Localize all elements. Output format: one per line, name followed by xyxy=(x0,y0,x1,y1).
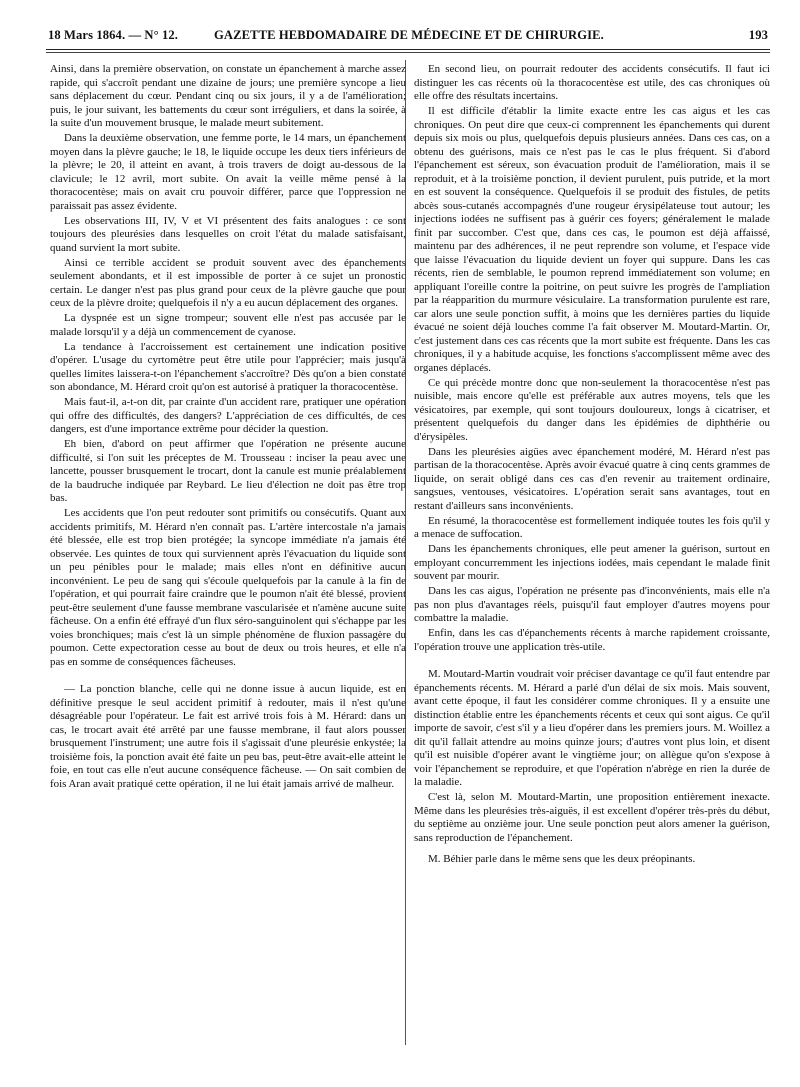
paragraph: En second lieu, on pourrait redouter des accidents consécutifs. Il faut ici distinguer les cas récents où la thoracocentèse est utile, des cas chroniques où elle offre des résultats incertains. xyxy=(414,63,770,102)
paragraph: Dans la deuxième observation, une femme porte, le 14 mars, un épanchement moyen dans la plèvre gauche; le 18, le liquide occupe les deux tiers inférieurs de la plèvre; le 20, il atteint en avant, à trois travers de doigt au-dessous de la clavicule; le 12 avril, mort subite. On avait la veille même pensé à la thoracocentèse; mais on avait cru pouvoir différer, parce que l'oppression ne paraissait pas assez évidente. xyxy=(50,132,406,212)
paragraph: Les observations III, IV, V et VI présentent des faits analogues : ce sont toujours des pleurésies dans lesquelles on croit l'état du malade satisfaisant, quand survient la mort subite. xyxy=(50,214,406,254)
journal-title: GAZETTE HEBDOMADAIRE DE MÉDECINE ET DE CHIRURGIE. xyxy=(214,28,604,42)
paragraph: — La ponction blanche, celle qui ne donne issue à aucun liquide, est en définitive presque le seul accident primitif à redouter, mais il n'est qu'une désagréable pour l'opérateur. Le fait est arrivé trois fois à M. Hérard: dans un cas, le trocart avait été arrêté par une fausse membrane, il faut alors pousser brusquement l'instrument; une autre fois il s'agissait d'une pleurésie enkystée; la troisième fois, la ponction avait été faite un peu bas, peut-être avait-elle atteint le foie, en tout cas elle n'eut aucune conséquence fâcheuse. — On sait combien de fois Aran avait pratiqué cette opération, il ne lui était jamais arrivé de malheur. xyxy=(50,683,406,790)
paragraph: En résumé, la thoracocentèse est formellement indiquée toutes les fois qu'il y a menace de suffocation. xyxy=(414,514,770,540)
paragraph: M. Moutard-Martin voudrait voir préciser davantage ce qu'il faut entendre par épanchements récents. M. Hérard a parlé d'un délai de six mois. Mais souvent, avant cette époque, il faut les considérer comme chroniques. Il y a ensuite une distinction établie entre les épanchements récents et ceux qui sont aigus. Ce qu'il importe de savoir, c'est s'il y a lieu d'opérer dans les premiers jours. M. Woillez a dit qu'il fallait attendre au moins quinze jours; d'autres vont plus loin, et disent qu'il est nuisible d'opérer avant le vingtième jour; on allègue qu'on s'expose à voir l'épanchement se reproduire, et que l'opération n'abrège en rien la durée de la maladie. xyxy=(414,668,770,788)
left-column xyxy=(50,63,406,793)
paragraph: La dyspnée est un signe trompeur; souvent elle n'est pas accusée par le malade lorsqu'il y a déjà un commencement de cyanose. xyxy=(50,312,406,338)
paragraph: Il est difficile d'établir la limite exacte entre les cas aigus et les cas chroniques. On peut dire que ceux-ci comprennent les épanchements qui durent depuis six mois ou plus, quelquefois depuis plusieurs années. Dans ces cas, on a obtenu des guérisons, mais ce n'est pas le cas le plus fréquent. Si d'abord l'épanchement est séreux, son évacuation produit de l'amélioration, mais il se reproduit, et à la troisième ponction, il devient purulent, puis putride, et la mort en est souvent la conséquence. Quelquefois il se produit des fistules, de petits abcès sous-cutanés accompagnés d'une rougeur érysipélateuse tout autour; les injections iodées ne suffisent pas à guérir ces foyers; généralement le malade finit par succomber. C'est que, dans ces cas, le poumon est déjà affaissé, maintenu par des adhérences, il ne peut reprendre son volume, et l'espace vide que laisse l'évacuation du liquide devient un foyer qui suppure. Dans les cas récents, rien de semblable, le poumon reprend immédiatement son volume; en appliquant l'oreille contre la poitrine, on peut suivre les progrès de l'ampliation par la réapparition du murmure vésiculaire. La transformation purulente est rare, car alors une seule ponction suffit, à moins que les dernières parties du liquide évacué ne soient déjà louches comme l'a fait observer M. Moutard-Martin. Or, c'est justement dans ces cas récents que la mort subite est fréquente. Dans les cas chroniques, il y a habitude acquise, les fonctions s'accomplissent même avec des organes déplacés. xyxy=(414,105,770,374)
paragraph: Dans les épanchements chroniques, elle peut amener la guérison, surtout en employant concurremment les injections iodées, mais cependant le malade finit souvent par mourir. xyxy=(414,543,770,582)
page-number: 193 xyxy=(748,28,768,42)
paragraph: Dans les pleurésies aigües avec épanchement modéré, M. Hérard n'est pas partisan de la thoracocentèse. Après avoir évacué quatre à cinq cents grammes de liquide, on serait obligé dans ces cas d'en revenir au traitement ordinaire, sangsues, ventouses, vésicatoires. L'opération serait sans avantages, tout en restant d'ailleurs sans inconvénients. xyxy=(414,445,770,512)
paragraph: Dans les cas aigus, l'opération ne présente pas d'inconvénients, mais elle n'a pas non plus d'avantages réels, puisqu'il faut employer d'autres moyens pour combattre la maladie. xyxy=(414,585,770,624)
paragraph: Eh bien, d'abord on peut affirmer que l'opération ne présente aucune difficulté, si l'on suit les préceptes de M. Trousseau : inciser la peau avec une lancette, pousser brusquement le trocart, dont la canule est munie préalablement de la baudruche indiquée par Reybard. Le lieu d'élection ne doit pas être trop bas. xyxy=(50,438,406,504)
paragraph: M. Béhier parle dans le même sens que les deux préopinants. xyxy=(428,853,696,865)
header-rule xyxy=(46,49,770,50)
issue-date: 18 Mars 1864. — N° 12. xyxy=(48,28,179,42)
right-column xyxy=(414,63,770,868)
page-header xyxy=(48,28,768,48)
paragraph: Enfin, dans les cas d'épanchements récents à marche rapidement croissante, l'opération trouve une application très-utile. xyxy=(414,627,770,653)
paragraph: Ainsi, dans la première observation, on constate un épanchement à marche assez rapide, qui s'accroît pendant une dizaine de jours; une première syncope a lieu sans déplacement du cœur. Pendant cinq ou six jours, il y a de l'amélioration; puis, le jour suivant, les battements du cœur sont irréguliers, et dans la soirée, à la suite d'un mouvement brusque, le malade meurt subitement. xyxy=(50,63,406,129)
paragraph: Ainsi ce terrible accident se produit souvent avec des épanchements seulement abondants, et il est impossible de porter à ce sujet un pronostic certain. Le danger n'est pas plus grand pour ceux de la plèvre gauche que pour ceux de la plèvre droite; quelquefois il n'y a eu aucun déplacement des organes. xyxy=(50,256,406,309)
paragraph: La tendance à l'accroissement est certainement une indication positive d'opérer. L'usage du cyrtomètre peut être utile pour l'apprécier; mais jusqu'à quelles limites laissera-t-on l'épanchement s'accroître? Dès qu'on a bien constaté son abondance, M. Hérard croit qu'on est autorisé à pratiquer la thoracocentèse. xyxy=(50,340,406,393)
paragraph: C'est là, selon M. Moutard-Martin, une proposition entièrement inexacte. Même dans les pleurésies très-aiguës, il est excellent d'opérer très-près du début, du septième au onzième jour. Une seule ponction peut alors amener la guérison, sans reproduction de l'épanchement. xyxy=(414,791,770,844)
paragraph: Les accidents que l'on peut redouter sont primitifs ou consécutifs. Quant aux accidents primitifs, M. Hérard n'en connaît pas. L'artère intercostale n'a jamais été blessée, elle est trop bien protégée; la syncope immédiate n'a jamais été observée. Les quintes de toux qui surviennent après l'évacuation du liquide sont un peu pénibles pour le malade; mais elles n'ont en définitive aucun inconvénient. Le peu de sang qui s'écoule quelquefois par la canule à la fin de l'opération, et qui pourrait faire craindre que le poumon n'ait été blessé, provient peut-être seulement d'une fausse membrane vascularisée et n'amène aucune suite fâcheuse. On a enfin été effrayé d'un flux séro-sanguinolent qui s'échappe par les voies bronchiques; mais c'est là un simple phénomène de fluxion passagère du poumon. Cette expectoration cesse au bout de deux ou trois heures, et elle n'a pas en somme de conséquences fâcheuses. xyxy=(50,507,406,668)
paragraph: Mais faut-il, a-t-on dit, par crainte d'un accident rare, pratiquer une opération qui offre des difficultés, des dangers? L'appréciation de ces difficultés, de ces dangers, est d'une importance extrême pour décider la question. xyxy=(50,396,406,435)
header-rule-double xyxy=(46,52,770,53)
paragraph: Ce qui précède montre donc que non-seulement la thoracocentèse n'est pas nuisible, mais encore qu'elle est préférable aux autres moyens, tels que les vésicatoires, par exemple, qui sont toujours douloureux, longs à cicatriser, et présentent quelquefois du danger dans les épidémies de diphthérie ou d'érysipèles. xyxy=(414,376,770,443)
